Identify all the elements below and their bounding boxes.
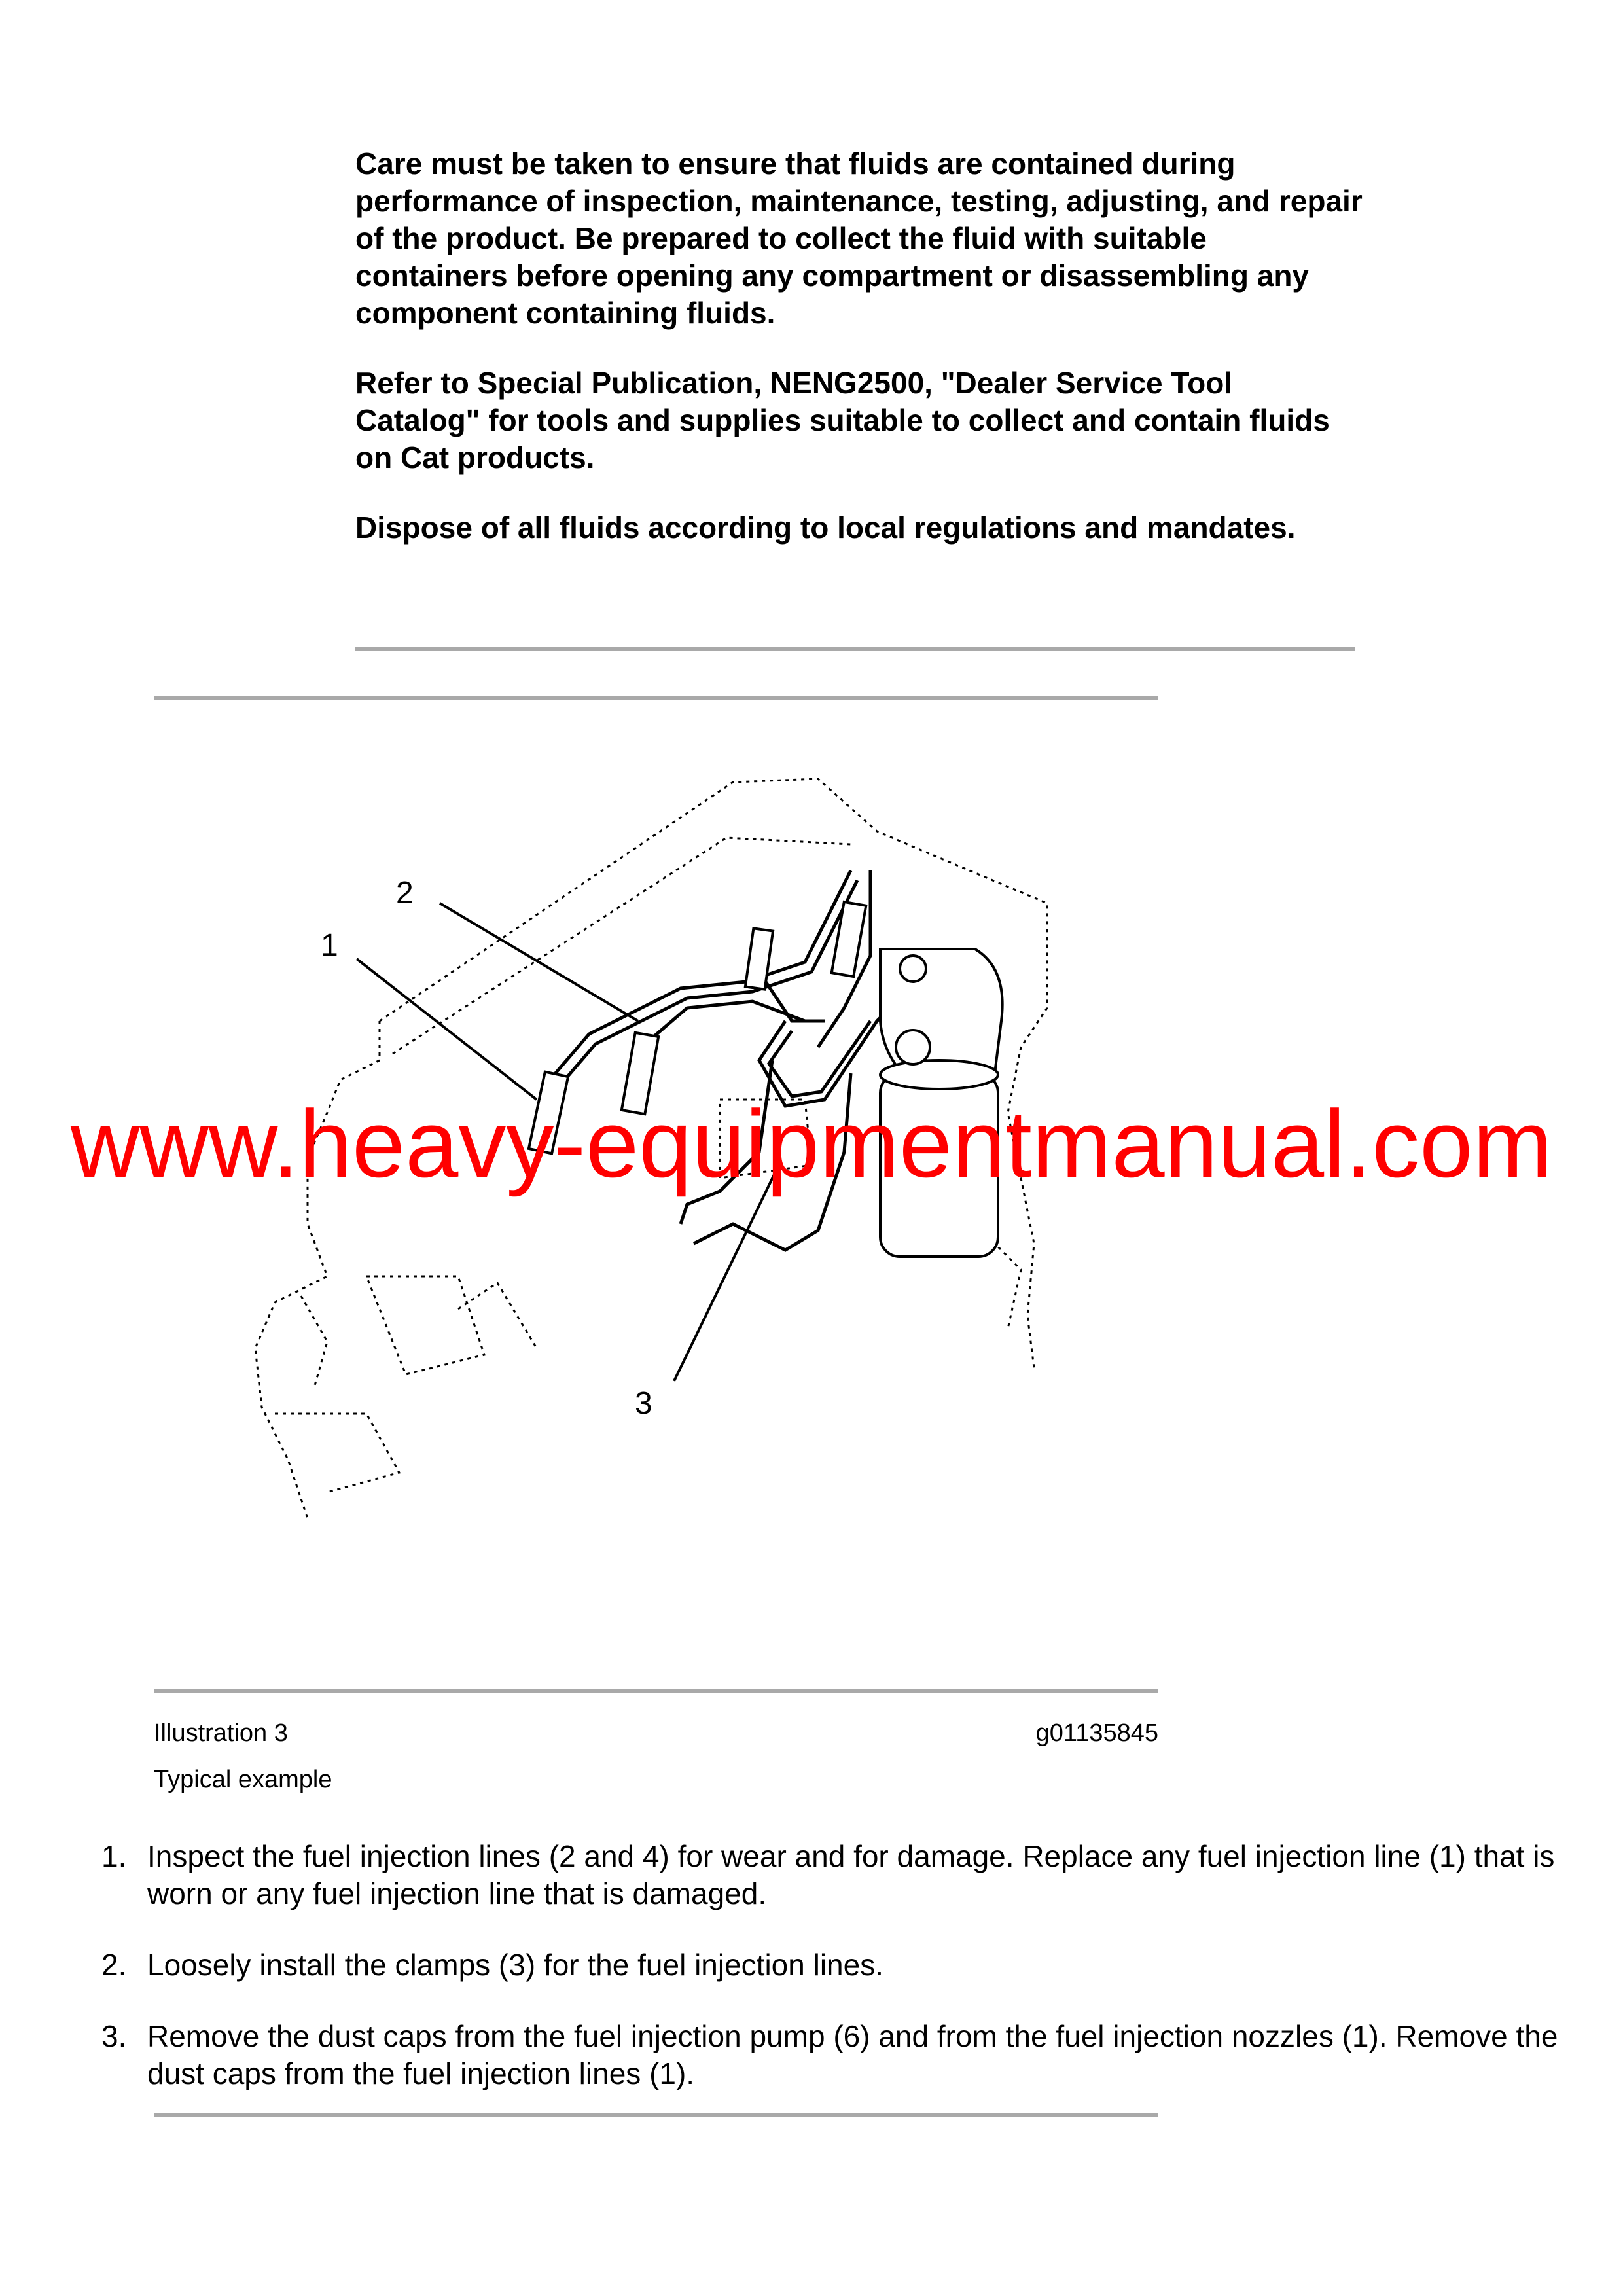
graphic-id: g01135845 xyxy=(1035,1719,1158,1747)
step-text: Inspect the fuel injection lines (2 and 4) for wear and for damage. Replace any fuel injection line (1) that is worn or any fuel injection line that is damaged. xyxy=(147,1839,1555,1910)
figure-caption xyxy=(154,1718,1158,1748)
figure-top-divider xyxy=(154,696,1158,700)
list-item xyxy=(101,2018,1561,2092)
notice-paragraph: Refer to Special Publication, NENG2500, "Dealer Service Tool Catalog" for tools and supplies suitable to collect and contain fluids on Cat products. xyxy=(355,366,1330,475)
figure-subcaption: Typical example xyxy=(154,1766,332,1793)
notice-paragraph: Dispose of all fluids according to local regulations and mandates. xyxy=(355,511,1296,545)
list-item xyxy=(101,1838,1561,1912)
step-text: Remove the dust caps from the fuel injection pump (6) and from the fuel injection nozzles (1). Remove the dust caps from the fuel injection lines (1). xyxy=(147,2019,1558,2090)
figure-bottom-divider xyxy=(154,1689,1158,1693)
callout-2: 2 xyxy=(396,876,414,910)
step-number: 2. xyxy=(101,1948,127,1982)
list-item xyxy=(101,1946,1561,1984)
step-number: 1. xyxy=(101,1839,127,1873)
procedure-steps xyxy=(101,1838,1561,2126)
fluid-containment-notice xyxy=(355,145,1363,579)
section-end-divider xyxy=(154,2113,1158,2117)
illustration-label: Illustration 3 xyxy=(154,1719,288,1747)
notice-divider xyxy=(355,647,1355,651)
watermark: www.heavy-equipmentmanual.com xyxy=(70,1090,1553,1197)
step-text: Loosely install the clamps (3) for the fuel injection lines. xyxy=(147,1948,884,1982)
callout-1: 1 xyxy=(321,928,338,963)
callout-3: 3 xyxy=(635,1386,652,1421)
step-number: 3. xyxy=(101,2019,127,2053)
notice-paragraph: Care must be taken to ensure that fluids are contained during performance of inspection, maintenance, testing, adjusting, and repair of the product. Be prepared to collect the fluid with suitable containers before opening any compartment or disassembling any component containing fluids. xyxy=(355,147,1363,330)
